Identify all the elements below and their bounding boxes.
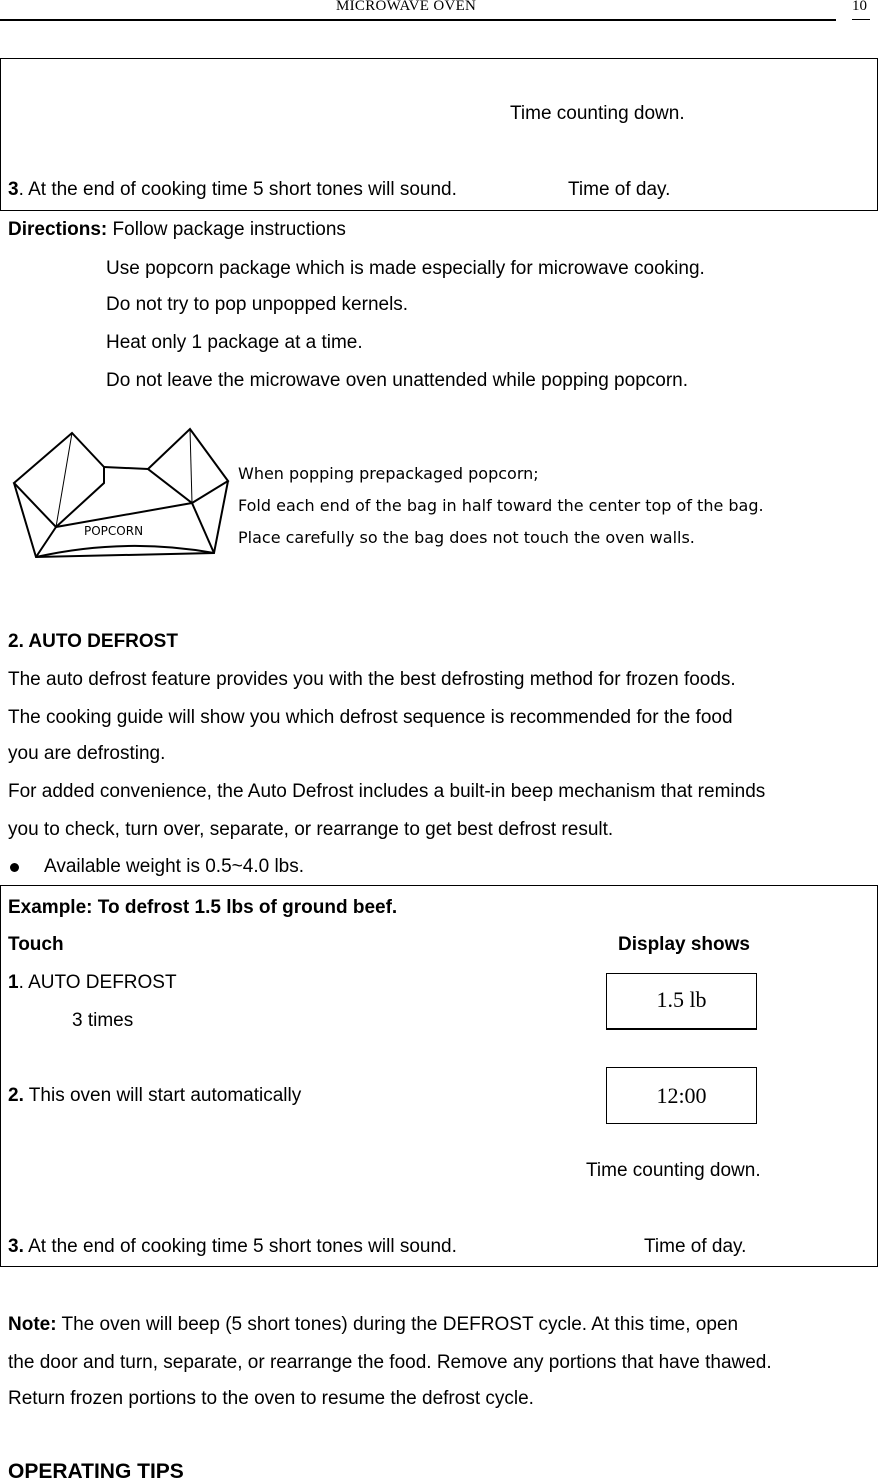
step-text: . At the end of cooking time 5 short tones will sound. bbox=[18, 179, 457, 200]
display-header: Display shows bbox=[618, 934, 750, 955]
weight-bullet-text: Available weight is 0.5~4.0 lbs. bbox=[44, 856, 305, 877]
header-rule bbox=[0, 19, 836, 21]
direction-item: Do not leave the microwave oven unattended while popping popcorn. bbox=[106, 370, 688, 391]
directions-line bbox=[8, 219, 346, 241]
auto-defrost-heading: 2. AUTO DEFROST bbox=[8, 631, 178, 652]
note-line: Return frozen portions to the oven to resume the defrost cycle. bbox=[8, 1388, 534, 1409]
page-number-rule bbox=[852, 19, 870, 20]
step-3-row bbox=[8, 1236, 457, 1258]
step-number: 3 bbox=[8, 179, 19, 200]
page-header-title: MICROWAVE OVEN bbox=[336, 0, 477, 14]
illustration-caption-line: Place carefully so the bag does not touch the oven walls. bbox=[238, 528, 695, 547]
step-number: 2. bbox=[8, 1085, 24, 1106]
note-line: the door and turn, separate, or rearrange the food. Remove any portions that have thawed. bbox=[8, 1352, 772, 1373]
time-counting-label: Time counting down. bbox=[586, 1160, 761, 1181]
directions-label: Directions: bbox=[8, 219, 108, 240]
direction-item: Heat only 1 package at a time. bbox=[106, 332, 363, 353]
display-1: 1.5 lb bbox=[606, 973, 757, 1030]
page-number: 10 bbox=[852, 0, 867, 14]
paragraph-line: you to check, turn over, separate, or rearrange to get best defrost result. bbox=[8, 819, 614, 840]
step-3-row bbox=[8, 179, 457, 201]
step-number: 3. bbox=[8, 1236, 24, 1257]
illustration-caption-line: When popping prepackaged popcorn; bbox=[238, 464, 539, 483]
step-text: This oven will start automatically bbox=[23, 1085, 302, 1106]
bullet-icon bbox=[10, 863, 19, 872]
step-text: At the end of cooking time 5 short tones will sound. bbox=[23, 1236, 457, 1257]
popcorn-bag-illustration bbox=[10, 425, 235, 565]
time-of-day-label: Time of day. bbox=[644, 1236, 747, 1257]
illustration-caption-line: Fold each end of the bag in half toward the center top of the bag. bbox=[238, 496, 764, 515]
time-counting-label: Time counting down. bbox=[510, 103, 685, 124]
step-2-row bbox=[8, 1085, 301, 1107]
paragraph-line: The auto defrost feature provides you with the best defrosting method for frozen foods. bbox=[8, 669, 736, 690]
display-2: 12:00 bbox=[606, 1067, 757, 1124]
directions-text: Follow package instructions bbox=[107, 219, 346, 240]
step-1-sub: 3 times bbox=[72, 1010, 134, 1031]
time-of-day-label: Time of day. bbox=[568, 179, 671, 200]
direction-item: Do not try to pop unpopped kernels. bbox=[106, 294, 409, 315]
note-text: The oven will beep (5 short tones) during the DEFROST cycle. At this time, open bbox=[56, 1314, 739, 1335]
step-1-row bbox=[8, 972, 177, 994]
step-text: . AUTO DEFROST bbox=[18, 972, 177, 993]
touch-header: Touch bbox=[8, 934, 64, 955]
note-label: Note: bbox=[8, 1314, 57, 1335]
example-title: Example: To defrost 1.5 lbs of ground beef. bbox=[8, 897, 398, 918]
paragraph-line: you are defrosting. bbox=[8, 743, 166, 764]
note-line bbox=[8, 1314, 738, 1336]
operating-tips-heading: OPERATING TIPS bbox=[8, 1460, 184, 1483]
paragraph-line: The cooking guide will show you which defrost sequence is recommended for the food bbox=[8, 707, 733, 728]
step-number: 1 bbox=[8, 972, 19, 993]
popcorn-bag-label: POPCORN bbox=[84, 524, 144, 538]
paragraph-line: For added convenience, the Auto Defrost includes a built-in beep mechanism that reminds bbox=[8, 781, 766, 802]
direction-item: Use popcorn package which is made especially for microwave cooking. bbox=[106, 258, 705, 279]
